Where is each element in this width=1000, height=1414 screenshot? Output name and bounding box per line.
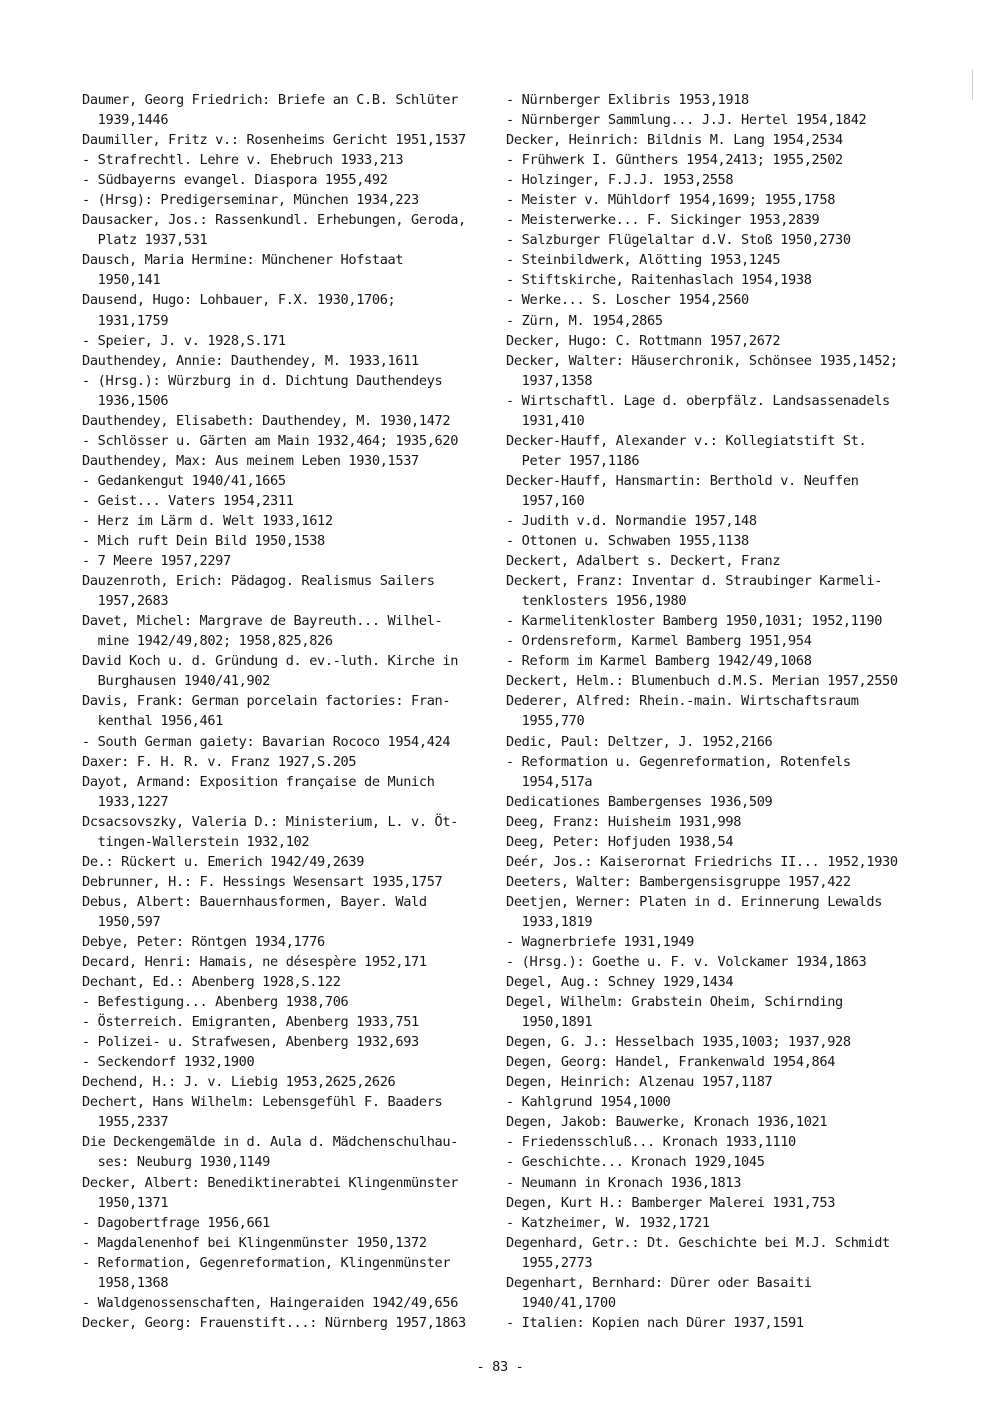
index-entry-line: - Steinbildwerk, Alötting 1953,1245 <box>506 252 781 269</box>
index-entry-line: 1954,517a <box>506 773 593 790</box>
index-entry-line: Dausend, Hugo: Lohbauer, F.X. 1930,1706; <box>82 292 396 309</box>
index-entry-line: Die Deckengemälde in d. Aula d. Mädchenschulhau- <box>82 1134 459 1151</box>
index-entry-line: Decker, Georg: Frauenstift...: Nürnberg 1957,1863 <box>82 1314 466 1331</box>
index-entry-line: tingen-Wallerstein 1932,102 <box>82 833 310 850</box>
index-entry-line: - Speier, J. v. 1928,S.171 <box>82 332 286 349</box>
index-entry-line: - Werke... S. Loscher 1954,2560 <box>506 292 749 309</box>
index-entry-line: Dechant, Ed.: Abenberg 1928,S.122 <box>82 974 341 991</box>
index-entry-line: - Nürnberger Sammlung... J.J. Hertel 1954,1842 <box>506 112 867 129</box>
index-entry-line: Decker, Heinrich: Bildnis M. Lang 1954,2534 <box>506 132 843 149</box>
index-entry-line: - Reformation u. Gegenreformation, Rotenfels <box>506 753 851 770</box>
index-entry-line: - Meisterwerke... F. Sickinger 1953,2839 <box>506 212 820 229</box>
index-entry-line: - (Hrsg.): Goethe u. F. v. Volckamer 1934,1863 <box>506 954 867 971</box>
index-entry-line: - Geschichte... Kronach 1929,1045 <box>506 1154 765 1171</box>
index-entry-line: - Südbayerns evangel. Diaspora 1955,492 <box>82 172 388 189</box>
index-entry-line: Degenhard, Getr.: Dt. Geschichte bei M.J. Schmidt <box>506 1234 890 1251</box>
index-entry-line: Dausacker, Jos.: Rassenkundl. Erhebungen, Geroda, <box>82 212 466 229</box>
index-entry-line: Deeters, Walter: Bambergensisgruppe 1957,422 <box>506 873 851 890</box>
index-entry-line: Debye, Peter: Röntgen 1934,1776 <box>82 933 325 950</box>
index-entry-line: - Geist... Vaters 1954,2311 <box>82 492 294 509</box>
index-entry-line: - Befestigung... Abenberg 1938,706 <box>82 994 349 1011</box>
index-entry-line: - Meister v. Mühldorf 1954,1699; 1955,1758 <box>506 192 836 209</box>
index-entry-line: ses: Neuburg 1930,1149 <box>82 1154 271 1171</box>
index-entry-line: tenklosters 1956,1980 <box>506 593 687 610</box>
index-entry-line: 1955,2337 <box>82 1114 169 1131</box>
index-entry-line: 1933,1819 <box>506 913 593 930</box>
index-column-right <box>506 90 926 1333</box>
index-entry-line: 1933,1227 <box>82 793 169 810</box>
index-entry-line: Debus, Albert: Bauernhausformen, Bayer. Wald <box>82 893 427 910</box>
index-entry-line: - Waldgenossenschaften, Haingeraiden 1942/49,656 <box>82 1294 459 1311</box>
index-entry-line: Dedic, Paul: Deltzer, J. 1952,2166 <box>506 733 773 750</box>
index-entry-line: - Ottonen u. Schwaben 1955,1138 <box>506 533 749 550</box>
index-entry-line: Dcsacsovszky, Valeria D.: Ministerium, L. v. Öt- <box>82 813 459 830</box>
index-entry-line: Platz 1937,531 <box>82 232 208 249</box>
index-entry-line: 1950,141 <box>82 272 161 289</box>
index-entry-line: Dauthendey, Annie: Dauthendey, M. 1933,1611 <box>82 352 419 369</box>
index-entry-line: Decker, Albert: Benediktinerabtei Klingenmünster <box>82 1174 459 1191</box>
index-entry-line: 1950,1371 <box>82 1194 169 1211</box>
index-entry-line: Daumiller, Fritz v.: Rosenheims Gericht 1951,1537 <box>82 132 466 149</box>
index-entry-line: Dayot, Armand: Exposition française de Munich <box>82 773 435 790</box>
index-entry-line: 1955,2773 <box>506 1254 593 1271</box>
index-entry-line: - Dagobertfrage 1956,661 <box>82 1214 271 1231</box>
index-entry-line: 1940/41,1700 <box>506 1294 616 1311</box>
index-entry-line: 1955,770 <box>506 713 585 730</box>
index-entry-line: 1936,1506 <box>82 392 169 409</box>
index-entry-line: Daumer, Georg Friedrich: Briefe an C.B. Schlüter <box>82 92 459 108</box>
index-entry-line: - Gedankengut 1940/41,1665 <box>82 472 286 489</box>
index-entry-line: Decker, Hugo: C. Rottmann 1957,2672 <box>506 332 781 349</box>
index-entry-line: Degel, Wilhelm: Grabstein Oheim, Schirnding <box>506 994 843 1011</box>
index-entry-line: Degen, Georg: Handel, Frankenwald 1954,864 <box>506 1054 836 1071</box>
index-entry-line: Deeg, Franz: Huisheim 1931,998 <box>506 813 742 830</box>
index-entry-line: - Strafrechtl. Lehre v. Ehebruch 1933,213 <box>82 152 404 169</box>
index-entry-line: Dechend, H.: J. v. Liebig 1953,2625,2626 <box>82 1074 396 1091</box>
index-entry-line: David Koch u. d. Gründung d. ev.-luth. Kirche in <box>82 653 459 670</box>
index-entry-line: - Reform im Karmel Bamberg 1942/49,1068 <box>506 653 812 670</box>
index-entry-line: - Judith v.d. Normandie 1957,148 <box>506 512 757 529</box>
index-entry-line: - Seckendorf 1932,1900 <box>82 1054 255 1071</box>
index-entry-line: Dausch, Maria Hermine: Münchener Hofstaat <box>82 252 404 269</box>
index-entry-line: Degen, Heinrich: Alzenau 1957,1187 <box>506 1074 773 1091</box>
index-entry-line: - Zürn, M. 1954,2865 <box>506 312 663 329</box>
index-entry-line: Degen, Jakob: Bauwerke, Kronach 1936,1021 <box>506 1114 828 1131</box>
index-entry-line: Degenhart, Bernhard: Dürer oder Basaiti <box>506 1274 812 1291</box>
index-entry-line: mine 1942/49,802; 1958,825,826 <box>82 633 333 650</box>
index-entry-line: Deckert, Franz: Inventar d. Straubinger Karmeli- <box>506 573 883 590</box>
index-entry-line: Deér, Jos.: Kaiserornat Friedrichs II... 1952,1930 <box>506 853 898 870</box>
index-entry-line: 1957,160 <box>506 492 585 509</box>
index-entry-line: - Holzinger, F.J.J. 1953,2558 <box>506 172 734 189</box>
index-entry-line: - Kahlgrund 1954,1000 <box>506 1094 671 1111</box>
index-entry-line: Decker, Walter: Häuserchronik, Schönsee 1935,1452; <box>506 352 898 369</box>
index-entry-line: Debrunner, H.: F. Hessings Wesensart 1935,1757 <box>82 873 443 890</box>
index-entry-line: - (Hrsg): Predigerseminar, München 1934,223 <box>82 192 419 209</box>
index-entry-line: - Mich ruft Dein Bild 1950,1538 <box>82 533 325 550</box>
index-entry-line: - Österreich. Emigranten, Abenberg 1933,751 <box>82 1014 419 1031</box>
index-entry-line: Deetjen, Werner: Platen in d. Erinnerung Lewalds <box>506 893 883 910</box>
index-entry-line: 1931,1759 <box>82 312 169 329</box>
index-entry-line: Dechert, Hans Wilhelm: Lebensgefühl F. Baaders <box>82 1094 443 1111</box>
index-entry-line: Degen, Kurt H.: Bamberger Malerei 1931,753 <box>506 1194 836 1211</box>
index-entry-line: Burghausen 1940/41,902 <box>82 673 271 690</box>
index-entry-line: - Herz im Lärm d. Welt 1933,1612 <box>82 512 333 529</box>
scan-edge-mark <box>972 70 973 100</box>
index-entry-line: - South German gaiety: Bavarian Rococo 1954,424 <box>82 733 451 750</box>
index-entry-line: - 7 Meere 1957,2297 <box>82 553 231 570</box>
index-entry-line: - Katzheimer, W. 1932,1721 <box>506 1214 710 1231</box>
index-entry-line: Davis, Frank: German porcelain factories: Fran- <box>82 693 451 710</box>
index-entry-line: - Neumann in Kronach 1936,1813 <box>506 1174 742 1191</box>
index-entry-line: - Karmelitenkloster Bamberg 1950,1031; 1952,1190 <box>506 613 883 630</box>
index-entry-line: 1950,1891 <box>506 1014 593 1031</box>
index-entry-line: - Wagnerbriefe 1931,1949 <box>506 933 695 950</box>
index-entry-line: - Schlösser u. Gärten am Main 1932,464; 1935,620 <box>82 432 459 449</box>
index-entry-line: - Reformation, Gegenreformation, Klingenmünster <box>82 1254 451 1271</box>
index-entry-line: - Stiftskirche, Raitenhaslach 1954,1938 <box>506 272 812 289</box>
index-entry-line: Deckert, Adalbert s. Deckert, Franz <box>506 553 781 570</box>
index-entry-line: - Nürnberger Exlibris 1953,1918 <box>506 92 749 108</box>
index-entry-line: 1958,1368 <box>82 1274 169 1291</box>
index-entry-line: - Friedensschluß... Kronach 1933,1110 <box>506 1134 796 1151</box>
index-entry-line: Deckert, Helm.: Blumenbuch d.M.S. Merian 1957,2550 <box>506 673 898 690</box>
index-entry-line: Decker-Hauff, Hansmartin: Berthold v. Neuffen <box>506 472 859 489</box>
index-entry-line: Deeg, Peter: Hofjuden 1938,54 <box>506 833 734 850</box>
index-entry-line: Degen, G. J.: Hesselbach 1935,1003; 1937,928 <box>506 1034 851 1051</box>
index-entry-line: 1957,2683 <box>82 593 169 610</box>
index-entry-line: Dauthendey, Elisabeth: Dauthendey, M. 1930,1472 <box>82 412 451 429</box>
index-entry-line: 1950,597 <box>82 913 161 930</box>
index-entry-line: Dederer, Alfred: Rhein.-main. Wirtschaftsraum <box>506 693 859 710</box>
index-entry-line: - Polizei- u. Strafwesen, Abenberg 1932,693 <box>82 1034 419 1051</box>
index-entry-line: - Wirtschaftl. Lage d. oberpfälz. Landsassenadels <box>506 392 890 409</box>
index-entry-line: Dedicationes Bambergenses 1936,509 <box>506 793 773 810</box>
index-entry-line: - Magdalenenhof bei Klingenmünster 1950,1372 <box>82 1234 427 1251</box>
index-entry-line: - Ordensreform, Karmel Bamberg 1951,954 <box>506 633 812 650</box>
index-entry-line: 1937,1358 <box>506 372 593 389</box>
index-entry-line: Daxer: F. H. R. v. Franz 1927,S.205 <box>82 753 357 770</box>
index-entry-line: - Frühwerk I. Günthers 1954,2413; 1955,2502 <box>506 152 843 169</box>
index-entry-line: - Italien: Kopien nach Dürer 1937,1591 <box>506 1314 804 1331</box>
index-entry-line: 1939,1446 <box>82 112 169 129</box>
index-entry-line: Peter 1957,1186 <box>506 452 640 469</box>
page-number: - 83 - <box>476 1359 524 1375</box>
index-entry-line: - (Hrsg.): Würzburg in d. Dichtung Dauthendeys <box>82 372 443 389</box>
index-entry-line: Dauthendey, Max: Aus meinem Leben 1930,1537 <box>82 452 419 469</box>
index-entry-line: - Salzburger Flügelaltar d.V. Stoß 1950,2730 <box>506 232 851 249</box>
index-entry-line: Decker-Hauff, Alexander v.: Kollegiatstift St. <box>506 432 867 449</box>
index-entry-line: Dauzenroth, Erich: Pädagog. Realismus Sailers <box>82 573 435 590</box>
index-entry-line: Degel, Aug.: Schney 1929,1434 <box>506 974 734 991</box>
index-column-left <box>82 90 492 1333</box>
index-entry-line: Davet, Michel: Margrave de Bayreuth... Wilhel- <box>82 613 443 630</box>
index-entry-line: 1931,410 <box>506 412 585 429</box>
index-entry-line: Decard, Henri: Hamais, ne désespère 1952,171 <box>82 954 427 971</box>
index-entry-line: De.: Rückert u. Emerich 1942/49,2639 <box>82 853 365 870</box>
index-entry-line: kenthal 1956,461 <box>82 713 224 730</box>
